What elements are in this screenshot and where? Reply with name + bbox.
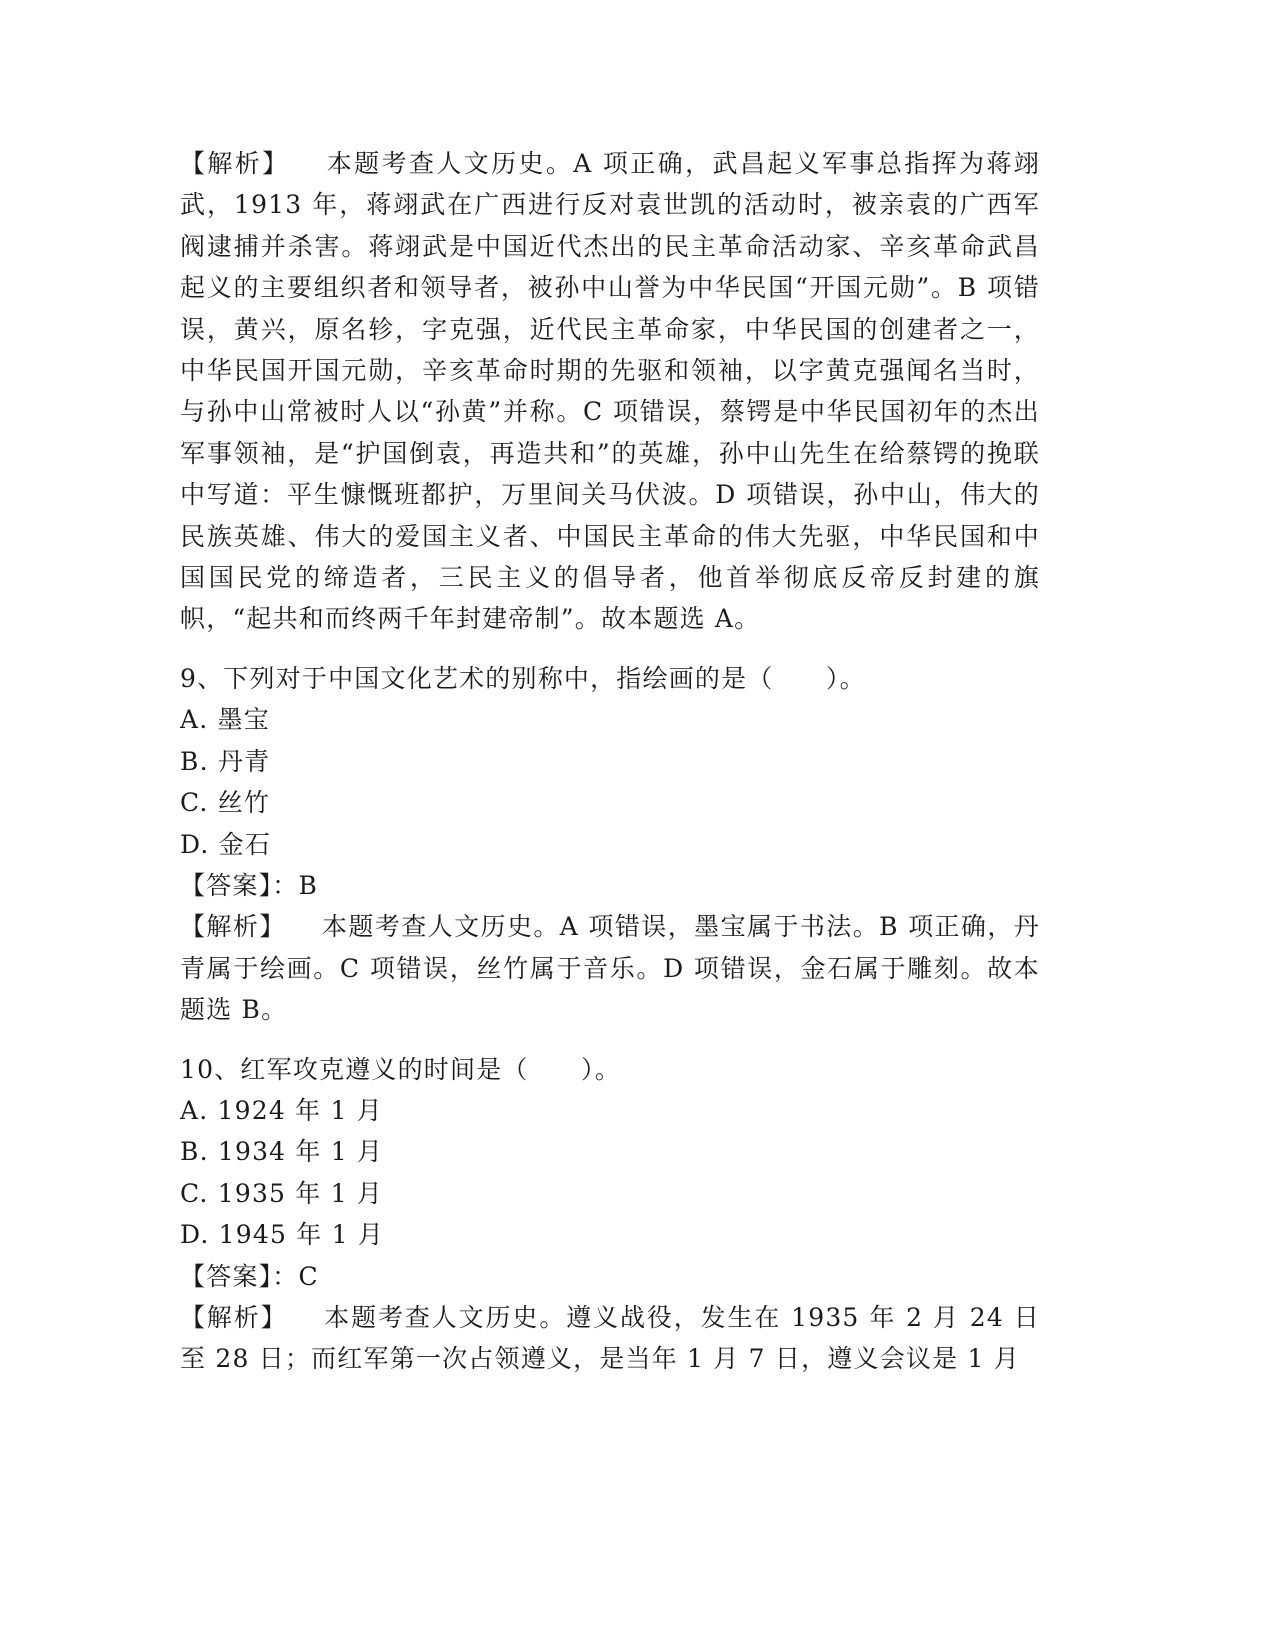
analysis-paragraph-q9 — [180, 906, 1040, 1030]
analysis-label: 【解析】 — [180, 912, 286, 942]
option-a: A. 墨宝 — [180, 705, 270, 735]
option-b: B. 1934 年 1 月 — [180, 1137, 384, 1167]
analysis-text: 本题考查人文历史。A 项正确，武昌起义军事总指挥为蒋翊武，1913 年，蒋翊武在广西进行反对袁世凯的活动时，被亲袁的广西军阀逮捕并杀害。蒋翊武是中国近代杰出的民主革命活动家、辛亥革命武昌起义的主要组织者和领导者，被孙中山誉为中华民国“开国元勋”。B 项错误，黄兴，原名轸，字克强，近代民主革命家，中华民国的创建者之一，中华民国开国元勋，辛亥革命时期的先驱和领袖，以字黄克强闻名当时，与孙中山常被时人以“孙黄”并称。C 项错误，蔡锷是中华民国初年的杰出军事领袖，是“护国倒袁，再造共和”的英雄，孙中山先生在给蔡锷的挽联中写道：平生慷慨班都护，万里间关马伏波。D 项错误，孙中山，伟大的民族英雄、伟大的爱国主义者、中国民主革命的伟大先驱，中华民国和中国国民党的缔造者，三民主义的倡导者，他首举彻底反帝反封建的旗帜，“起共和而终两千年封建帝制”。故本题选 A。 — [180, 149, 1040, 634]
analysis-text: 本题考查人文历史。遵义战役，发生在 1935 年 2 月 24 日至 28 日；而红军第一次占领遵义，是当年 1 月 7 日，遵义会议是 1 月 — [180, 1302, 1040, 1374]
option-d: D. 金石 — [180, 829, 272, 859]
analysis-paragraph-q10 — [180, 1297, 1040, 1380]
analysis-paragraph-q8 — [180, 143, 1040, 640]
option-c: C. 丝竹 — [180, 788, 271, 818]
option-a: A. 1924 年 1 月 — [180, 1095, 383, 1125]
analysis-text: 本题考查人文历史。A 项错误，墨宝属于书法。B 项正确，丹青属于绘画。C 项错误，丝竹属于音乐。D 项错误，金石属于雕刻。故本题选 B。 — [180, 912, 1040, 1025]
option-b: B. 丹青 — [180, 746, 271, 776]
analysis-label: 【解析】 — [180, 1302, 288, 1332]
answer-q10: 【答案】：C — [180, 1261, 319, 1291]
document-page — [180, 143, 1040, 1380]
option-c: C. 1935 年 1 月 — [180, 1178, 384, 1208]
option-d: D. 1945 年 1 月 — [180, 1220, 385, 1250]
answer-q9: 【答案】：B — [180, 870, 319, 900]
question-10: 10、红军攻克遵义的时间是（ ）。 — [180, 1054, 621, 1084]
analysis-label: 【解析】 — [180, 149, 290, 178]
question-9: 9、下列对于中国文化艺术的别称中，指绘画的是（ ）。 — [180, 663, 866, 693]
